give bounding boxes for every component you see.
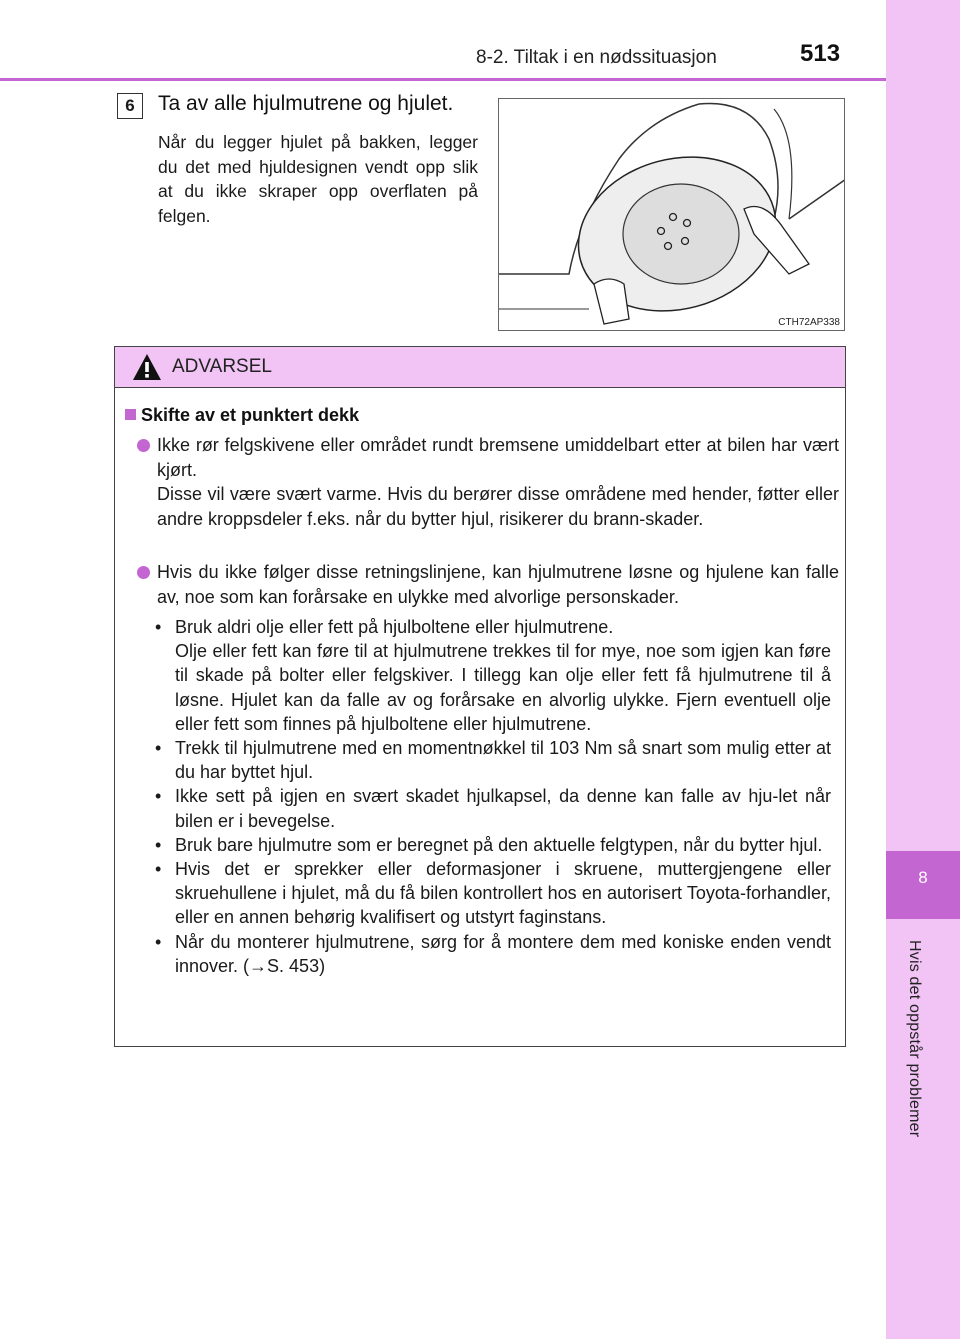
chapter-title: Hvis det oppstår problemer	[906, 940, 923, 1138]
step-number-badge: 6	[117, 93, 143, 119]
warning-header	[115, 347, 845, 388]
wheel-illustration-drawing	[499, 99, 845, 331]
chapter-sidebar	[886, 0, 960, 1339]
bullet-glyph: •	[155, 738, 162, 759]
step-title: Ta av alle hjulmutrene og hjulet.	[158, 92, 454, 115]
bullet-glyph: •	[155, 859, 162, 880]
sub-item-2	[153, 736, 831, 784]
sub-item-1-line-1: Bruk aldri olje eller fett på hjulboltene eller hjulmutrene.	[175, 617, 614, 637]
sub-item-1	[153, 615, 831, 736]
warning-bullet-2	[137, 560, 839, 609]
sub-item-6-text: Når du monterer hjulmutrene, sørg for å montere dem med koniske enden vendt innover. (→S. 453)	[175, 931, 831, 976]
warning-label: ADVARSEL	[172, 356, 272, 377]
bullet-glyph: •	[155, 617, 162, 637]
circle-bullet-icon	[137, 439, 150, 452]
section-heading: 8-2. Tiltak i en nødssituasjon	[476, 47, 717, 68]
figure-code: CTH72AP338	[778, 317, 840, 328]
warning-sub-list	[153, 615, 831, 978]
warning-box	[114, 346, 846, 1047]
bullet-1-paragraph-1: Ikke rør felgskivene eller området rundt bremsene umiddelbart etter at bilen har vært kjørt.	[157, 435, 839, 480]
sub-item-1-line-2: Olje eller fett kan føre til at hjulmutrene trekkes til for mye, noe som igjen kan føre til skade på bolter eller felgskiver. I tillegg kan olje eller fett få hjulmutrene til å løsne. Hjulet kan da falle av og forårsake en alvorlig ulykke. Fjern eventuell olje eller fett som finnes på hjulboltene eller hjulmutrene.	[175, 641, 831, 734]
warning-bullet-1	[137, 433, 839, 531]
sub-item-3	[153, 784, 831, 832]
warning-section-title	[125, 405, 359, 426]
header-rule	[0, 78, 886, 81]
bullet-glyph: •	[155, 786, 162, 807]
sub-item-4	[153, 833, 831, 857]
chapter-number: 8	[918, 868, 928, 887]
sub-item-5	[153, 857, 831, 930]
page-number: 513	[800, 40, 841, 67]
bullet-2-paragraph-1: Hvis du ikke følger disse retningslinjene, kan hjulmutrene løsne og hjulene kan falle av, noe som kan forårsake en ulykke med alvorlige personskader.	[157, 562, 839, 607]
sub-item-4-text: Bruk bare hjulmutre som er beregnet på den aktuelle felgtypen, når du bytter hjul.	[175, 834, 823, 855]
warning-triangle-icon	[132, 353, 162, 381]
bullet-glyph: •	[155, 931, 162, 952]
sub-item-2-text: Trekk til hjulmutrene med en momentnøkkel til 103 Nm så snart som mulig etter at du har byttet hjul.	[175, 738, 831, 783]
sub-item-6	[153, 930, 831, 978]
sub-item-5-text: Hvis det er sprekker eller deformasjoner i skruene, muttergjengene eller skruehullene i hjulet, må du få bilen kontrollert hos en autorisert Toyota-forhandler, eller en annen behørig kvalifisert og utstyrt faginstans.	[175, 859, 831, 928]
circle-bullet-icon	[137, 566, 150, 579]
bullet-1-paragraph-2: Disse vil være svært varme. Hvis du berører disse områdene med hender, føtter eller andre kroppsdeler f.eks. når du bytter hjul, risikerer du brann-skader.	[157, 484, 839, 529]
sub-item-3-text: Ikke sett på igjen en svært skadet hjulkapsel, da denne kan falle av hju-let når bilen er i bevegelse.	[175, 786, 831, 831]
bullet-glyph: •	[155, 834, 162, 855]
step-description: Når du legger hjulet på bakken, legger du det med hjuldesignen vendt opp slik at du ikke skraper opp overflaten på felgen.	[158, 132, 478, 226]
square-bullet-icon	[125, 409, 136, 420]
wheel-removal-illustration	[498, 98, 845, 331]
warning-section-title-text: Skifte av et punktert dekk	[141, 405, 360, 425]
